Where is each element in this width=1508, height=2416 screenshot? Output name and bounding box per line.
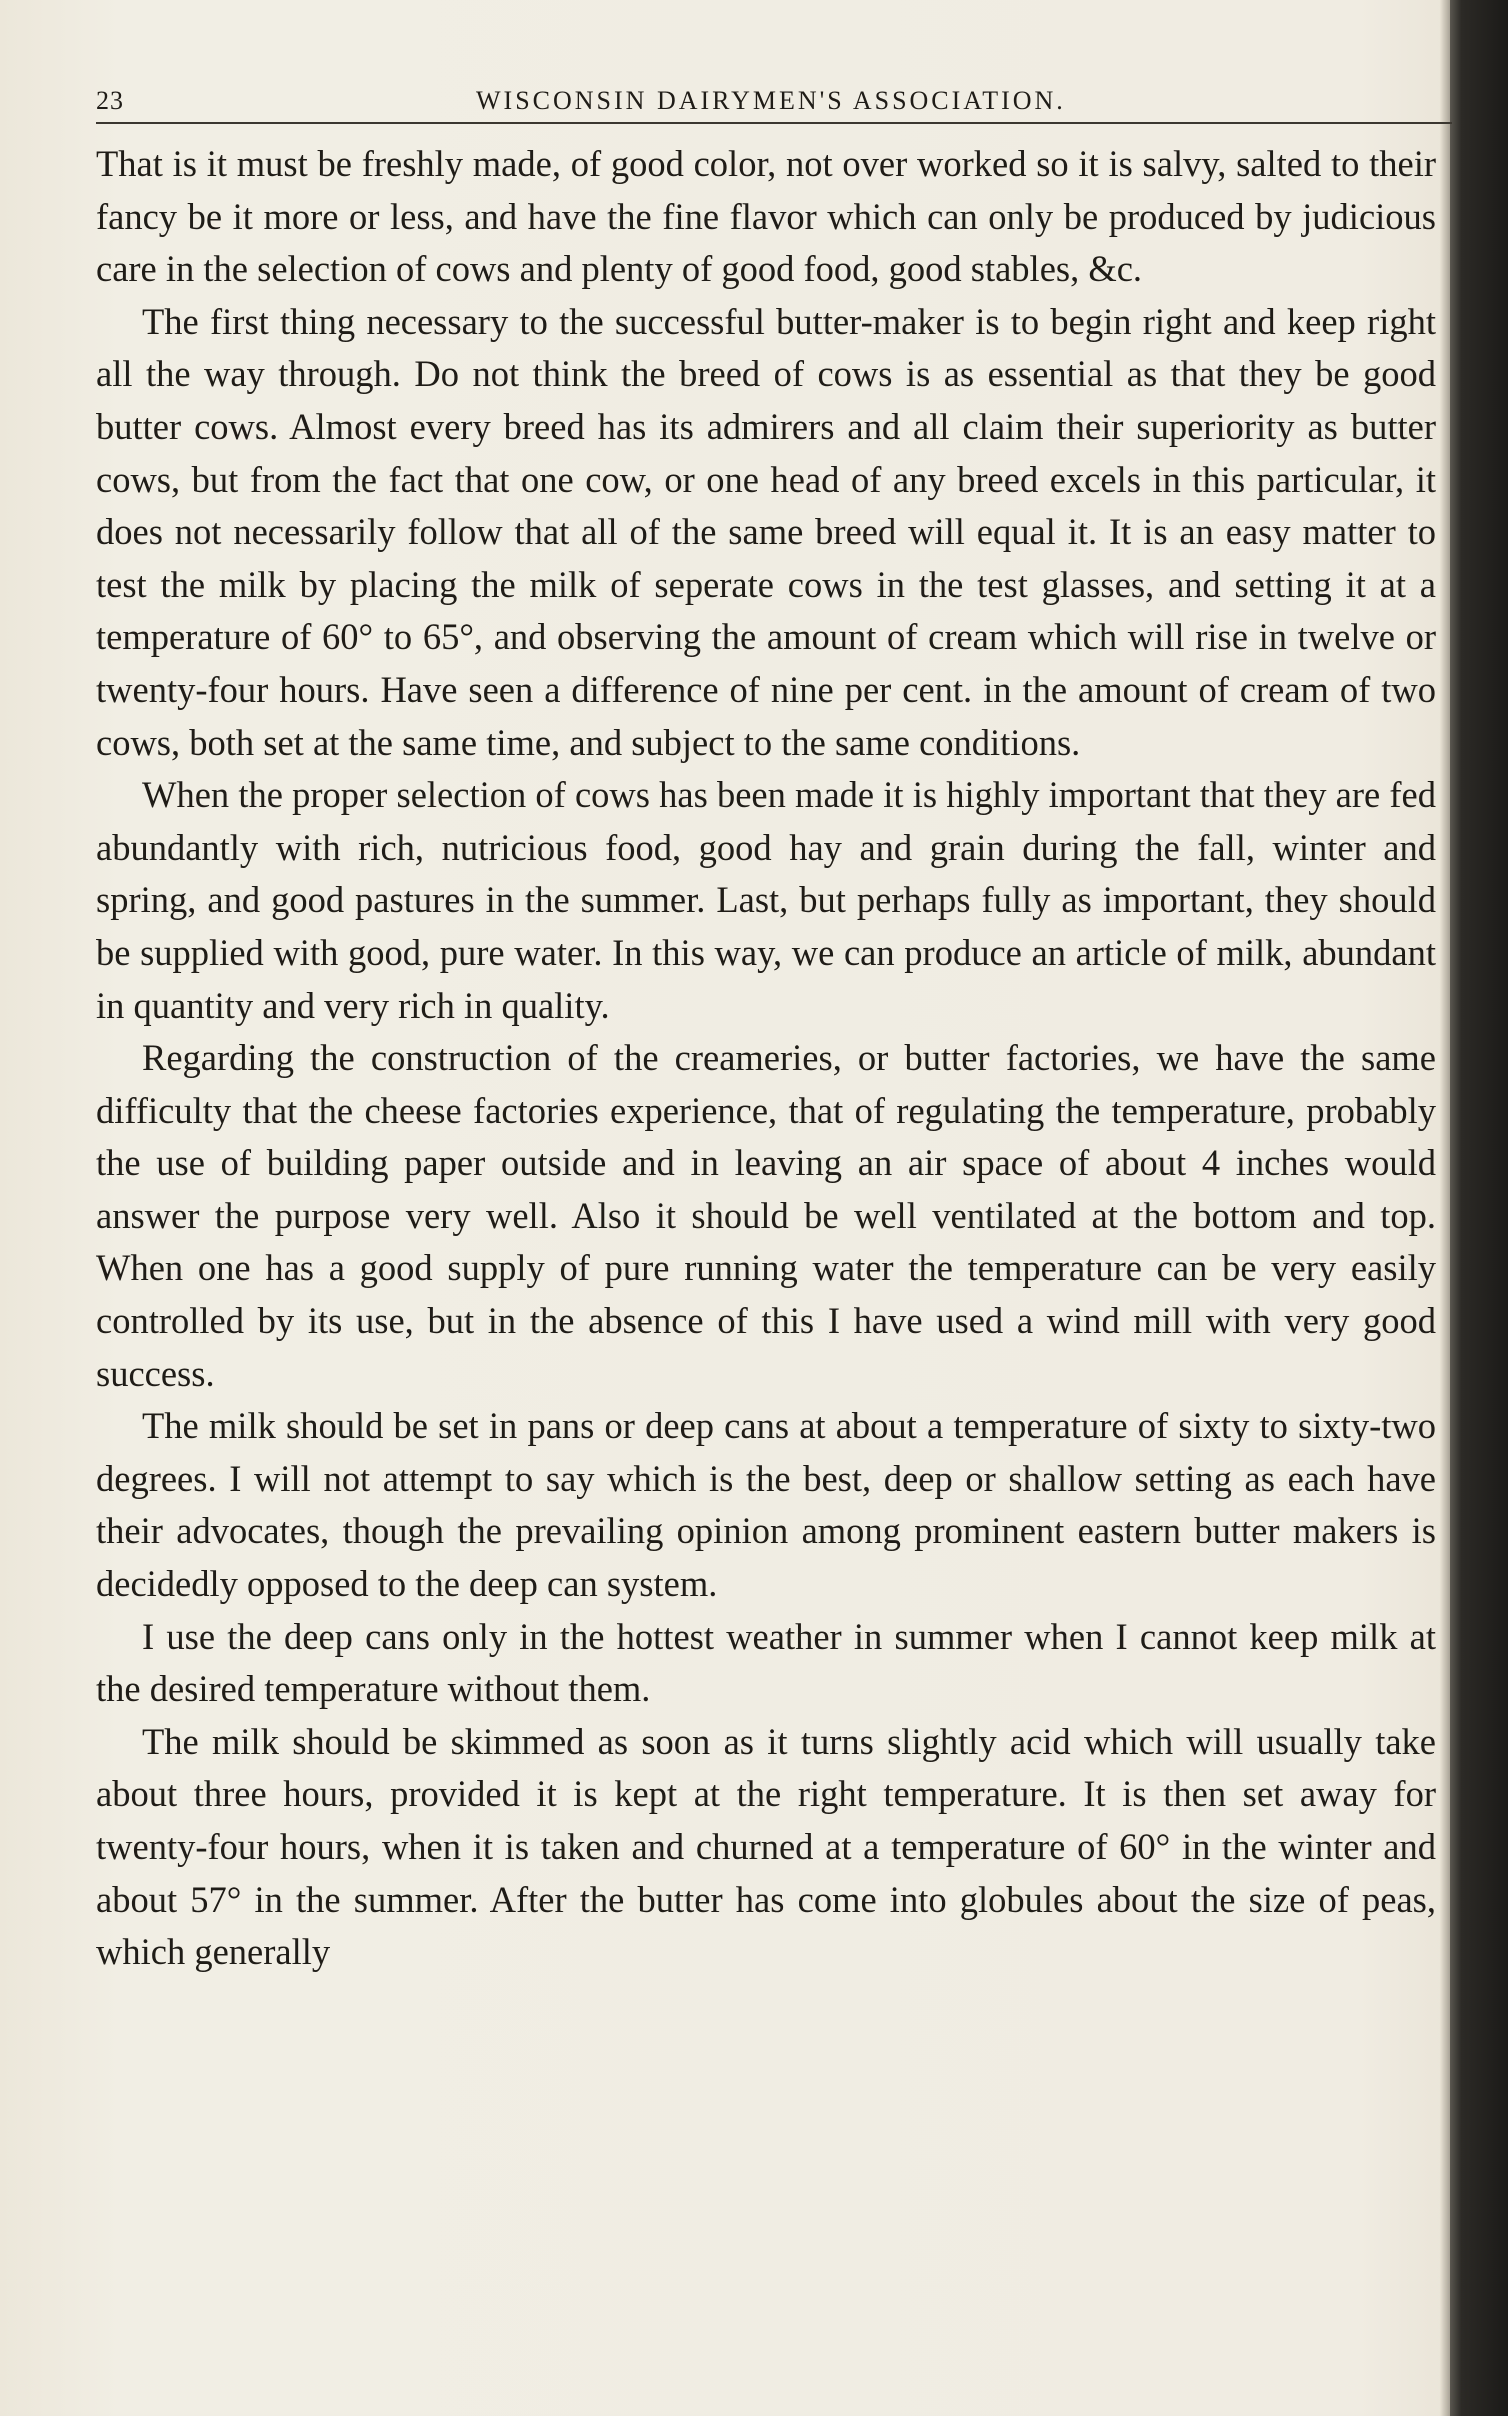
paragraph: I use the deep cans only in the hottest weather in summer when I cannot keep milk at the desired temperature without them. (96, 1615, 1436, 1710)
page-header (96, 82, 1452, 122)
paragraph: That is it must be freshly made, of good color, not over worked so it is salvy, salted to their fancy be it more or less, and have the fine flavor which can only be produced by judicious care in the selection of cows and plenty of good food, good stables, &c. (96, 143, 1436, 290)
page-edge (1440, 0, 1450, 2416)
body-text (96, 138, 1436, 1979)
book-binding-shadow (1450, 0, 1508, 2416)
paragraph: The first thing necessary to the successful butter-maker is to begin right and keep right all the way through. Do not think the breed of cows is as essential as that they be good butter cows. Almost every breed has its admirers and all claim their superiority as butter cows, but from the fact that one cow, or one head of any breed excels in this particular, it does not necessarily follow that all of the same breed will equal it. It is an easy matter to test the milk by placing the milk of seperate cows in the test glasses, and setting it at a temperature of 60° to 65°, and observing the amount of cream which will rise in twelve or twenty-four hours. Have seen a difference of nine per cent. in the amount of cream of two cows, both set at the same time, and subject to the same conditions. (96, 300, 1436, 763)
paragraph: When the proper selection of cows has been made it is highly important that they are fed abundantly with rich, nutricious food, good hay and grain during the fall, winter and spring, and good pastures in the summer. Last, but perhaps fully as important, they should be supplied with good, pure water. In this way, we can produce an article of milk, abundant in quantity and very rich in quality. (96, 774, 1436, 1026)
paragraph: The milk should be skimmed as soon as it turns slightly acid which will usually take about three hours, provided it is kept at the right temperature. It is then set away for twenty-four hours, when it is taken and churned at a temperature of 60° in the winter and about 57° in the summer. After the butter has come into globules about the size of peas, which generally (96, 1720, 1436, 1973)
page-number: 23 (96, 86, 124, 115)
paragraph: The milk should be set in pans or deep cans at about a temperature of sixty to sixty-two degrees. I will not attempt to say which is the best, deep or shallow setting as each have their advocates, though the prevailing opinion among prominent eastern butter makers is decidedly opposed to the deep can system. (96, 1405, 1436, 1605)
running-head: WISCONSIN DAIRYMEN'S ASSOCIATION. (476, 86, 1066, 115)
paragraph: Regarding the construction of the creameries, or butter factories, we have the same difficulty that the cheese factories experience, that of regulating the temperature, probably the use of building paper outside and in leaving an air space of about 4 inches would answer the purpose very well. Also it should be well ventilated at the bottom and top. When one has a good supply of pure running water the temperature can be very easily controlled by its use, but in the absence of this I have used a wind mill with very good success. (96, 1037, 1436, 1394)
header-rule (96, 122, 1452, 124)
